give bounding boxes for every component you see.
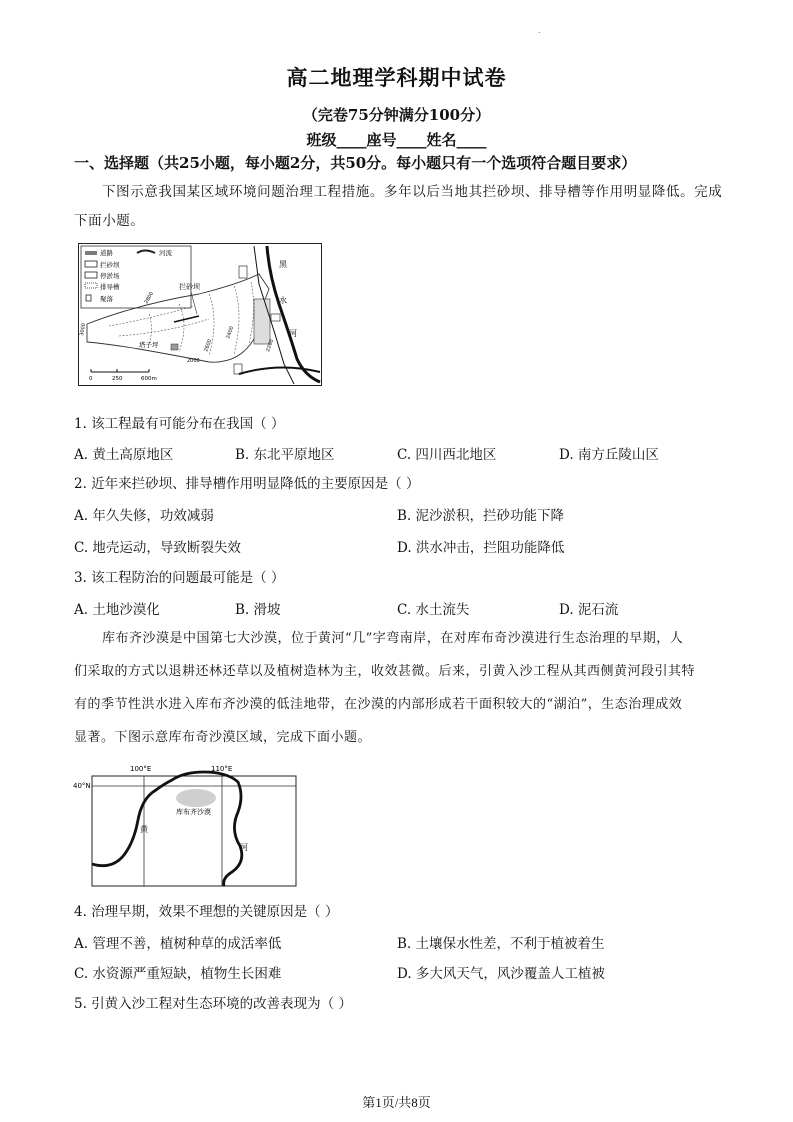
passage-2 bbox=[74, 622, 734, 754]
question-3-option-a[interactable]: A. 土地沙漠化 bbox=[74, 602, 160, 618]
river-label-shui: 水 bbox=[279, 296, 287, 305]
question-1-option-b[interactable]: B. 东北平原地区 bbox=[235, 447, 335, 463]
section-heading: 一、选择题（共25小题，每小题2分，共50分。每小题只有一个选项符合题目要求） bbox=[74, 154, 637, 172]
passage-1-line-1: 下图示意我国某区域环境问题治理工程措施。多年以后当地其拦砂坝、排导槽等作用明显降低。完成 bbox=[102, 184, 723, 200]
question-2-option-b[interactable]: B. 泥沙淤积，拦砂功能下降 bbox=[397, 508, 565, 524]
page-number: 第1页/共8页 bbox=[362, 1095, 431, 1110]
contour-line bbox=[149, 314, 152, 344]
longitude-100-label: 100°E bbox=[130, 765, 152, 773]
river-label-he: 河 bbox=[240, 843, 248, 852]
question-3-option-b[interactable]: B. 滑坡 bbox=[235, 602, 281, 618]
contour-label: 2600 bbox=[203, 338, 214, 353]
drainage-channel bbox=[254, 299, 270, 344]
question-3-option-c[interactable]: C. 水土流失 bbox=[397, 602, 470, 618]
village-label: 塔子坪 bbox=[139, 341, 159, 349]
contour-label: 3000 bbox=[79, 322, 88, 337]
village-block bbox=[171, 344, 178, 350]
scale-label-600: 600m bbox=[141, 376, 157, 382]
scale-label-0: 0 bbox=[89, 376, 93, 382]
river-label-huang: 黄 bbox=[140, 825, 148, 834]
page-title: 高二地理学科期中试卷 bbox=[286, 65, 507, 90]
question-4-option-c[interactable]: C. 水资源严重短缺，植物生长困难 bbox=[74, 966, 282, 982]
passage-2-line-4: 显著。下图示意库布奇沙漠区域，完成下面小题。 bbox=[74, 730, 372, 745]
map-2-figure bbox=[72, 760, 298, 888]
passage-1 bbox=[74, 178, 734, 236]
question-4-option-b[interactable]: B. 土壤保水性差，不利于植被着生 bbox=[397, 936, 605, 952]
exam-subtitle: （完卷75分钟满分100分） bbox=[302, 106, 491, 124]
contour-line bbox=[179, 304, 184, 352]
scale-label-250: 250 bbox=[112, 376, 123, 382]
question-3-stem: 3. 该工程防治的问题最可能是（ ） bbox=[74, 570, 285, 586]
contour-label: 2000 bbox=[187, 358, 200, 364]
contour-label: 2800 bbox=[143, 290, 156, 305]
legend-silt: 停淤场 bbox=[100, 272, 120, 280]
dam-label: 拦砂坝 bbox=[179, 283, 200, 291]
contour-line bbox=[234, 286, 239, 354]
question-2-option-d[interactable]: D. 洪水冲击，拦阻功能降低 bbox=[397, 540, 565, 556]
map-1-figure bbox=[78, 243, 322, 386]
passage-2-line-3: 有的季节性洪水进入库布齐沙漠的低洼地带，在沙漠的内部形成若干面积较大的“湖泊”，生态治理成效 bbox=[74, 697, 683, 712]
yellow-river bbox=[92, 772, 242, 886]
question-1-stem: 1. 该工程最有可能分布在我国（ ） bbox=[74, 416, 285, 432]
passage-2-line-2: 们采取的方式以退耕还林还草以及植树造林为主，收效甚微。后来，引黄入沙工程从其西侧黄河段引其特 bbox=[74, 664, 696, 679]
contour-label: 2200 bbox=[265, 338, 276, 353]
corner-dot: . bbox=[538, 26, 541, 35]
question-1-option-d[interactable]: D. 南方丘陵山区 bbox=[559, 447, 659, 463]
map-2-svg bbox=[72, 760, 298, 888]
legend-channel: 排导槽 bbox=[100, 283, 120, 291]
student-info-line: 班级____座号____姓名____ bbox=[306, 131, 487, 149]
passage-1-line-2: 下面小题。 bbox=[74, 213, 145, 229]
legend-road: 道路 bbox=[100, 249, 113, 257]
question-4-option-d[interactable]: D. 多大风天气，风沙覆盖人工植被 bbox=[397, 966, 605, 982]
question-3-option-d[interactable]: D. 泥石流 bbox=[559, 602, 619, 618]
legend-settlement: 聚落 bbox=[100, 295, 113, 303]
kubuqi-desert-area bbox=[176, 789, 216, 807]
contour-line bbox=[249, 282, 254, 344]
legend-river: 河流 bbox=[159, 249, 172, 257]
river-label-hei: 黑 bbox=[279, 260, 287, 269]
contour-line bbox=[119, 319, 209, 336]
desert-label: 库布齐沙漠 bbox=[176, 808, 211, 816]
dam-marker bbox=[174, 316, 199, 322]
question-5-stem: 5. 引黄入沙工程对生态环境的改善表现为（ ） bbox=[74, 996, 352, 1012]
settlement-block bbox=[271, 314, 280, 321]
question-1-option-c[interactable]: C. 四川西北地区 bbox=[397, 447, 497, 463]
longitude-110-label: 110°E bbox=[211, 765, 233, 773]
latitude-40-label: 40°N bbox=[73, 782, 91, 790]
question-1-option-a[interactable]: A. 黄土高原地区 bbox=[74, 447, 174, 463]
question-2-option-c[interactable]: C. 地壳运动，导致断裂失效 bbox=[74, 540, 241, 556]
settlement-block bbox=[239, 266, 247, 278]
question-2-stem: 2. 近年来拦砂坝、排导槽作用明显降低的主要原因是（ ） bbox=[74, 476, 420, 492]
contour-label: 2400 bbox=[225, 325, 236, 340]
river-label-he: 河 bbox=[289, 329, 297, 338]
map-1-svg bbox=[79, 244, 321, 385]
question-2-option-a[interactable]: A. 年久失修，功效减弱 bbox=[74, 508, 214, 524]
question-4-stem: 4. 治理早期，效果不理想的关键原因是（ ） bbox=[74, 904, 339, 920]
legend-dam: 拦砂坝 bbox=[100, 261, 120, 269]
question-4-option-a[interactable]: A. 管理不善，植树种草的成活率低 bbox=[74, 936, 282, 952]
passage-2-line-1: 库布齐沙漠是中国第七大沙漠，位于黄河“几”字弯南岸，在对库布奇沙漠进行生态治理的早期，人 bbox=[102, 631, 684, 646]
